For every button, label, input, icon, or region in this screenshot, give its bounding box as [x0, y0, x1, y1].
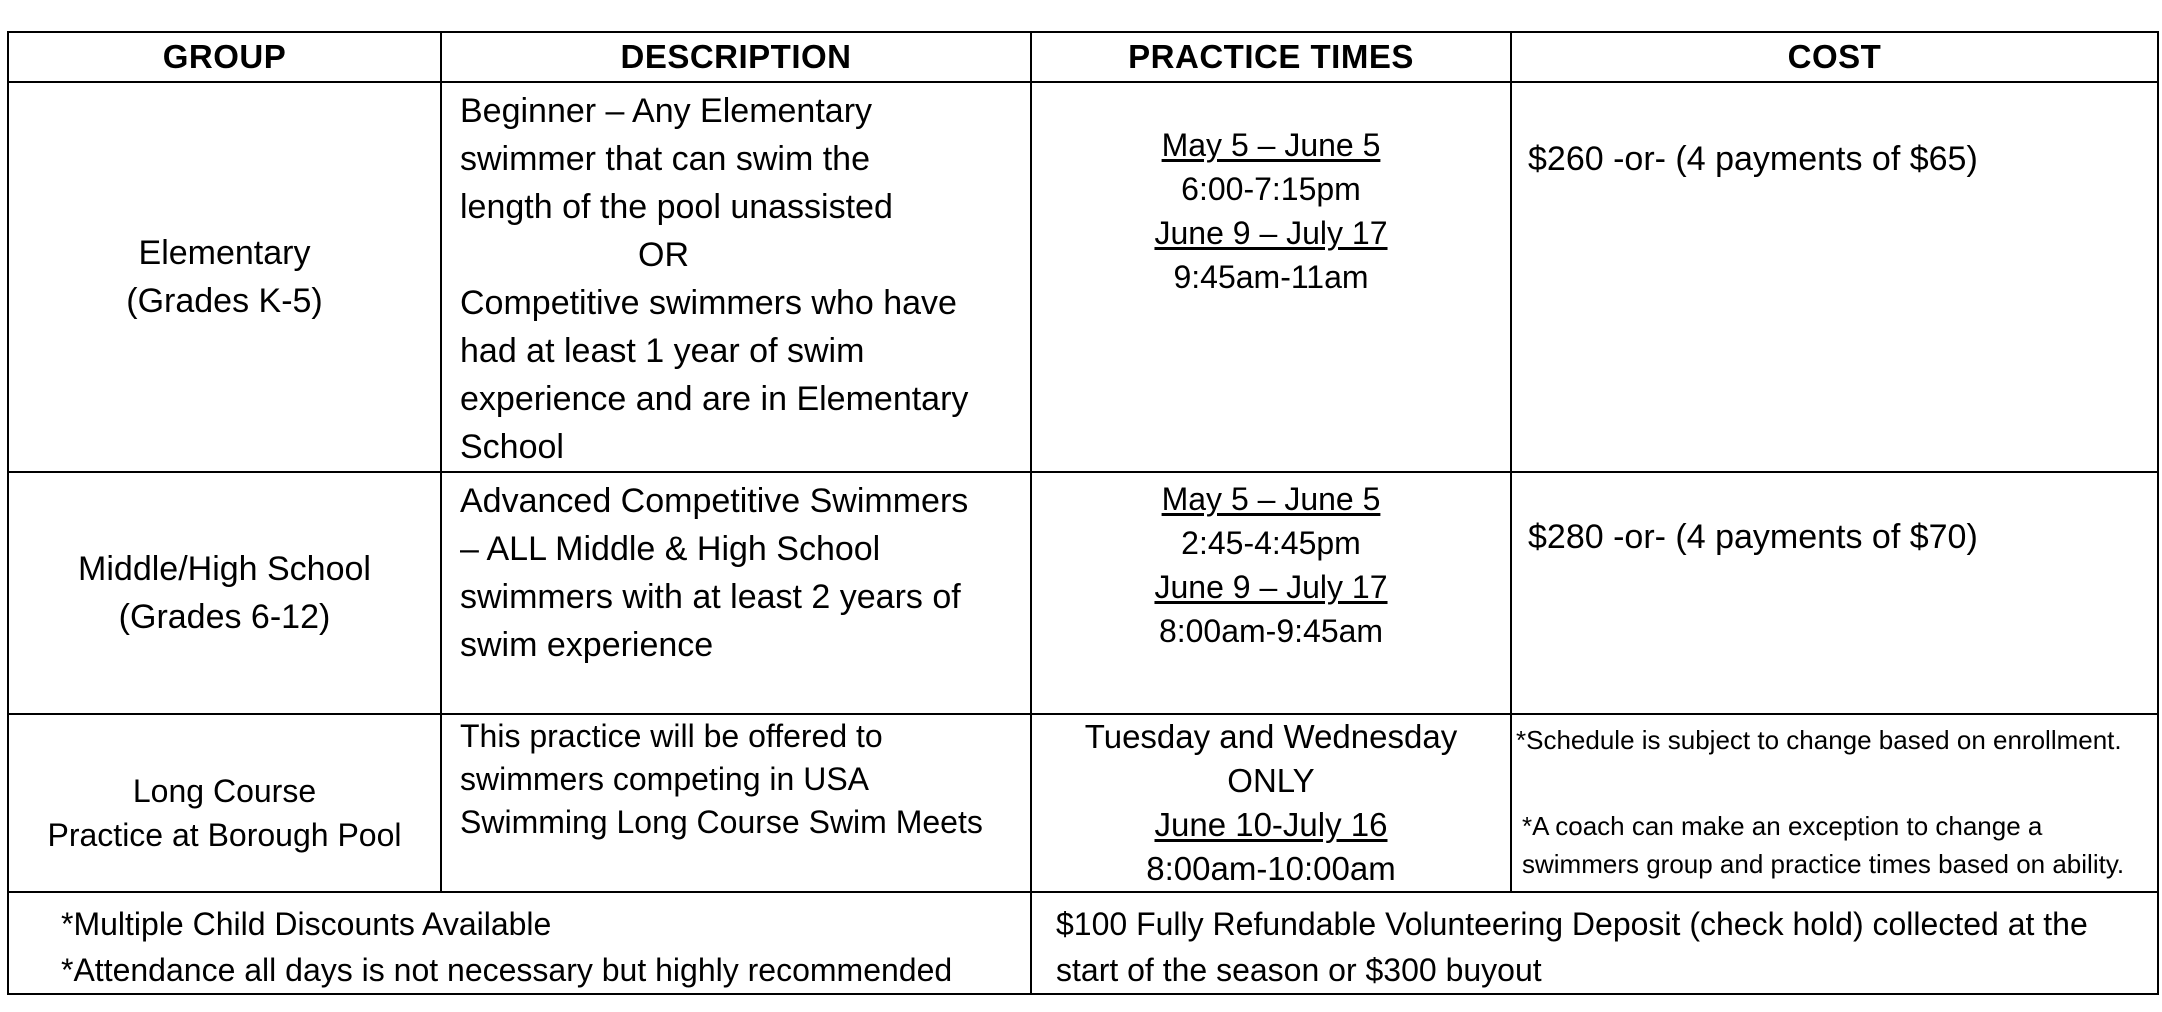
- description-line: had at least 1 year of swim: [460, 332, 865, 370]
- description-line: Competitive swimmers who have: [460, 284, 957, 322]
- table-row: [8, 82, 2158, 472]
- header-cost: COST: [1511, 32, 2158, 82]
- description-line: swimmer that can swim the: [460, 140, 870, 178]
- times-cell-long-course: [1031, 714, 1511, 892]
- description-line: experience and are in Elementary: [460, 380, 969, 418]
- times-cell-middle-high: [1031, 472, 1511, 714]
- times-cell-elementary: [1031, 82, 1511, 472]
- practice-hours: 8:00am-9:45am: [1158, 613, 1384, 649]
- description-line: Advanced Competitive Swimmers: [460, 482, 969, 520]
- practice-days: Tuesday and Wednesday: [1084, 718, 1458, 755]
- description-line: This practice will be offered to: [460, 718, 883, 754]
- footer-deposit-line: $100 Fully Refundable Volunteering Deposit (check hold) collected at the: [1056, 906, 2088, 942]
- notes-cell: [1511, 714, 2158, 892]
- group-name: Middle/High School: [78, 550, 371, 588]
- cost-value: $280 -or- (4 payments of $70): [1528, 518, 1978, 556]
- description-line: – ALL Middle & High School: [460, 530, 881, 568]
- practice-hours: 9:45am-11am: [1173, 259, 1369, 295]
- practice-hours: 2:45-4:45pm: [1181, 525, 1361, 561]
- footer-deposit-cell: [1031, 892, 2158, 994]
- schedule-note: *Schedule is subject to change based on enrollment.: [1516, 725, 2122, 755]
- cost-cell-elementary: [1511, 82, 2158, 472]
- practice-period: June 10-July 16: [1154, 806, 1388, 843]
- description-cell-long-course: [441, 714, 1031, 892]
- group-cell-middle-high: [8, 472, 441, 714]
- description-line: swim experience: [460, 626, 714, 664]
- header-group: GROUP: [8, 32, 441, 82]
- practice-period: May 5 – June 5: [1161, 481, 1381, 517]
- description-line: School: [460, 428, 564, 466]
- table-header-row: [8, 32, 2158, 82]
- description-line: Swimming Long Course Swim Meets: [460, 804, 983, 840]
- description-line: swimmers competing in USA: [460, 761, 869, 797]
- footer-discount-note: *Multiple Child Discounts Available: [61, 906, 552, 942]
- schedule-table: [7, 31, 2159, 995]
- note-line: swimmers group and practice times based on ability.: [1522, 849, 2125, 879]
- footer-discounts-cell: [8, 892, 1031, 994]
- coach-exception-note: [1516, 807, 2157, 883]
- description-line: Beginner – Any Elementary: [460, 92, 873, 130]
- group-cell-elementary: [8, 82, 441, 472]
- group-name: Long Course: [132, 773, 317, 809]
- description-or: OR: [638, 236, 689, 274]
- group-cell-long-course: [8, 714, 441, 892]
- header-description: DESCRIPTION: [441, 32, 1031, 82]
- practice-hours: 8:00am-10:00am: [1146, 850, 1396, 887]
- cost-cell-middle-high: [1511, 472, 2158, 714]
- note-line: *A coach can make an exception to change a: [1522, 811, 2043, 841]
- header-practice-times: PRACTICE TIMES: [1031, 32, 1511, 82]
- practice-period: May 5 – June 5: [1161, 127, 1381, 163]
- cost-value: $260 -or- (4 payments of $65): [1528, 140, 1978, 178]
- footer-attendance-note: *Attendance all days is not necessary but highly recommended: [61, 952, 953, 988]
- description-cell-elementary: [441, 82, 1031, 472]
- footer-deposit-line: start of the season or $300 buyout: [1056, 952, 1542, 988]
- table-row: [8, 714, 2158, 892]
- description-line: swimmers with at least 2 years of: [460, 578, 961, 616]
- group-name: Elementary: [138, 234, 311, 272]
- group-grades: (Grades 6-12): [118, 598, 331, 636]
- practice-only: ONLY: [1227, 762, 1315, 799]
- table-row: [8, 472, 2158, 714]
- practice-hours: 6:00-7:15pm: [1181, 171, 1361, 207]
- description-cell-middle-high: [441, 472, 1031, 714]
- practice-period: June 9 – July 17: [1154, 215, 1388, 251]
- group-grades: (Grades K-5): [126, 282, 323, 320]
- table-footer-row: [8, 892, 2158, 994]
- practice-period: June 9 – July 17: [1154, 569, 1388, 605]
- description-line: length of the pool unassisted: [460, 188, 893, 226]
- group-location: Practice at Borough Pool: [47, 817, 402, 853]
